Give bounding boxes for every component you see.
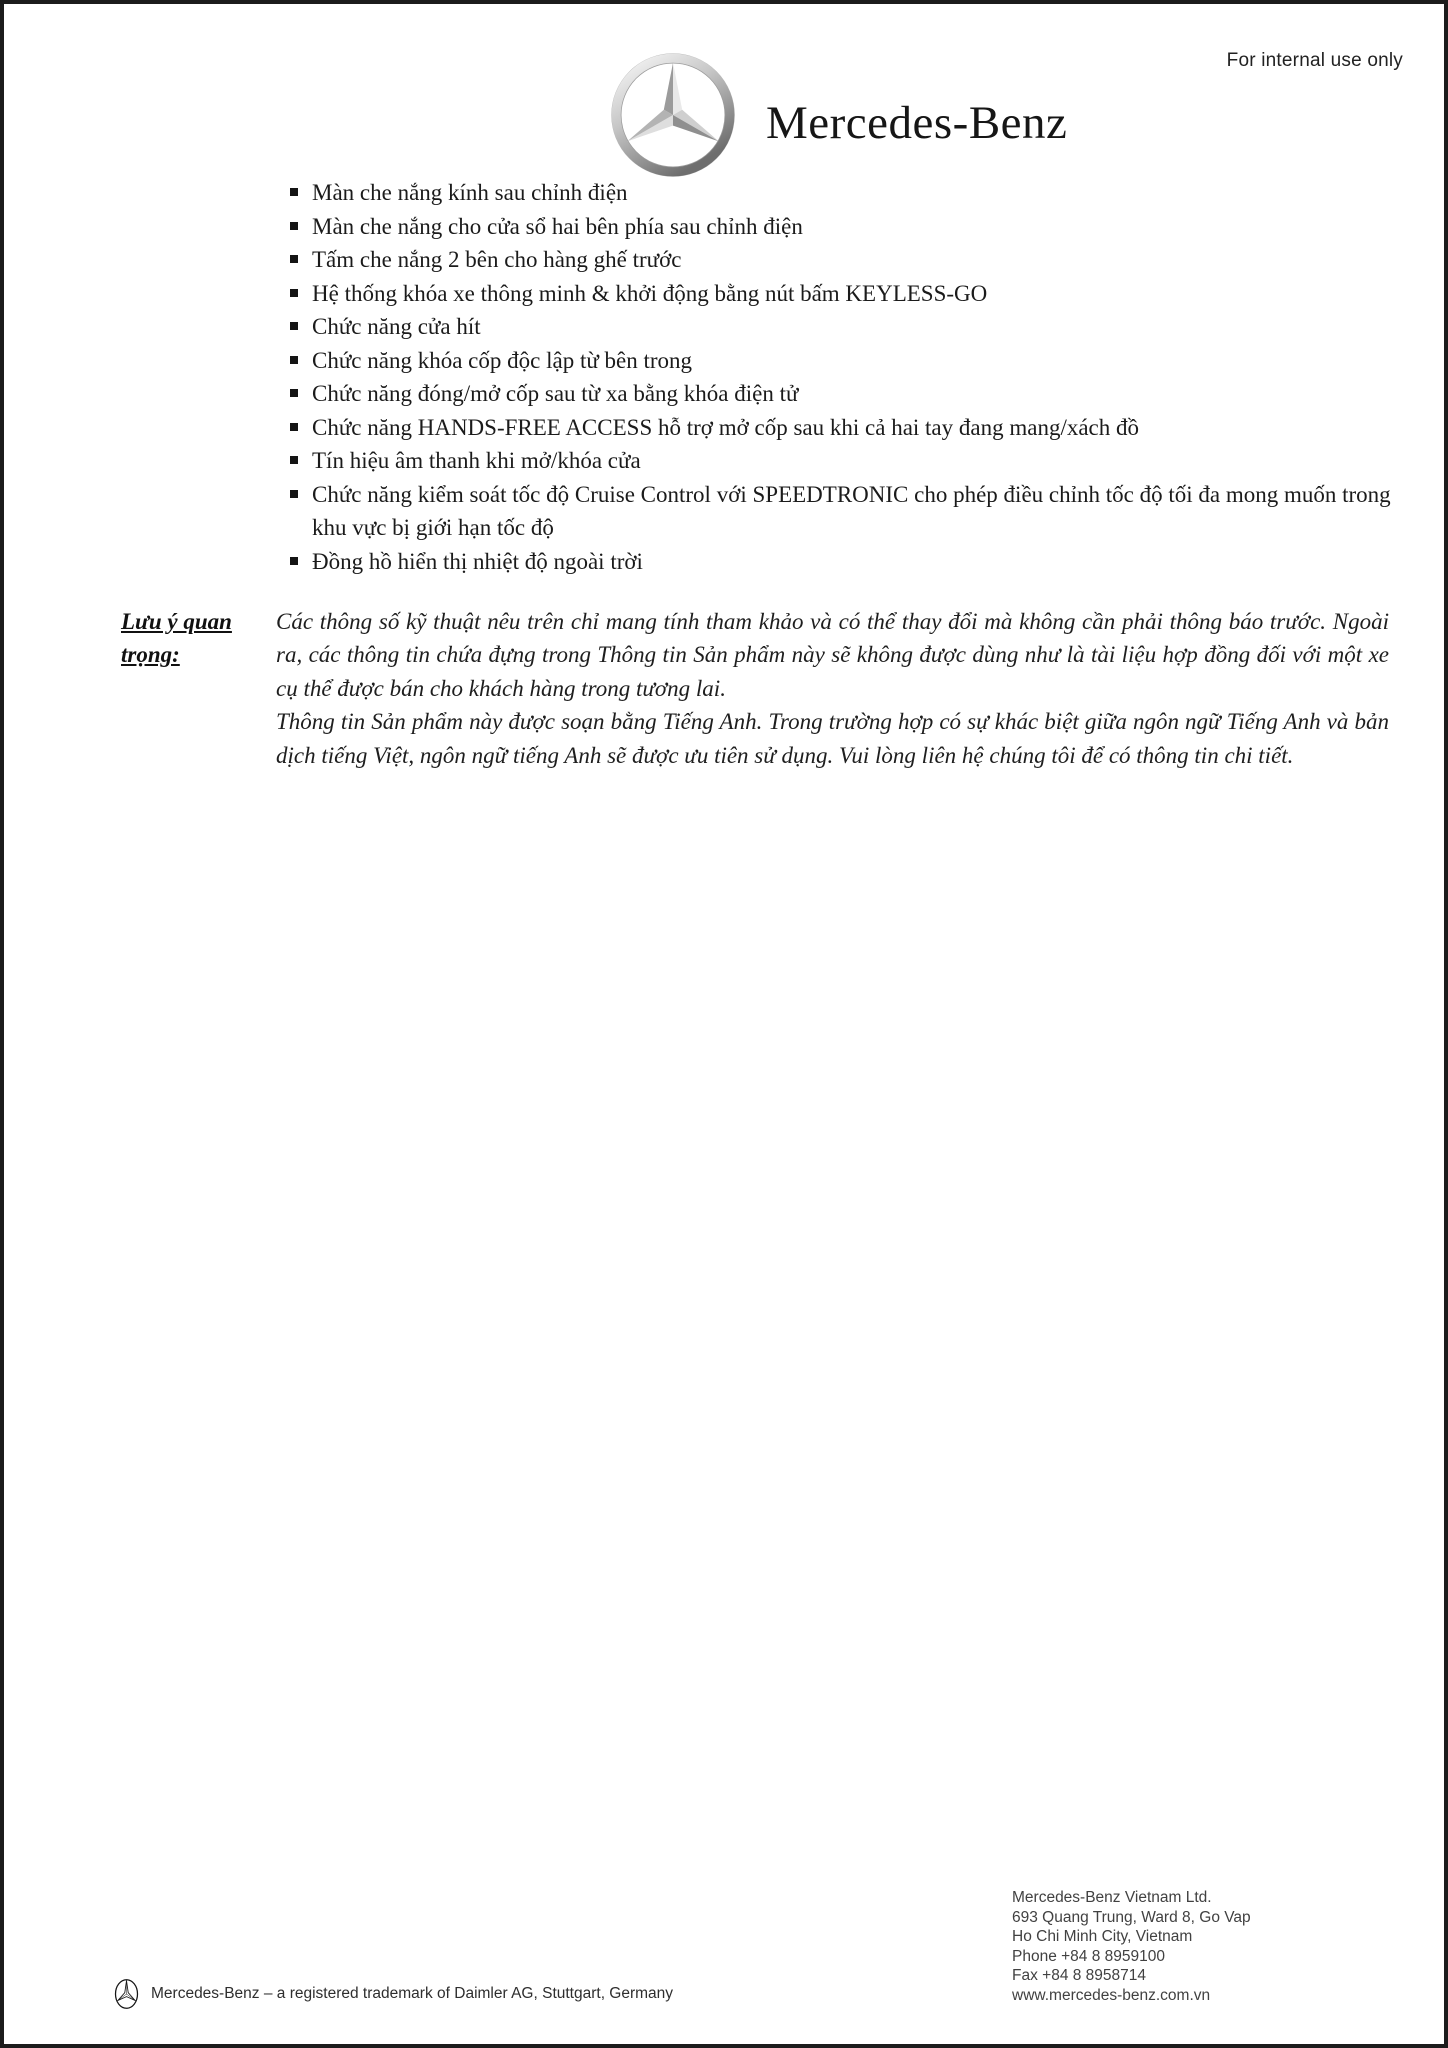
mercedes-star-outline-icon bbox=[114, 1978, 139, 2010]
bullet-icon bbox=[290, 289, 298, 297]
bullet-icon bbox=[290, 557, 298, 565]
list-item: Chức năng đóng/mở cốp sau từ xa bằng khóa điện tử bbox=[290, 377, 1392, 411]
note-paragraph: Thông tin Sản phẩm này được soạn bằng Tiếng Anh. Trong trường hợp có sự khác biệt giữa ngôn ngữ Tiếng Anh và bản dịch tiếng Việt, ngôn ngữ tiếng Anh sẽ được ưu tiên sử dụng. Vui lòng liên hệ chúng tôi để có thông tin chi tiết. bbox=[276, 709, 1389, 768]
list-item: Màn che nắng kính sau chỉnh điện bbox=[290, 176, 1392, 210]
bullet-icon bbox=[290, 188, 298, 196]
bullet-icon bbox=[290, 490, 298, 498]
important-note-section bbox=[121, 605, 1389, 772]
mercedes-star-icon bbox=[610, 52, 736, 178]
feature-list bbox=[290, 176, 1392, 578]
bullet-icon bbox=[290, 322, 298, 330]
company-address-line: 693 Quang Trung, Ward 8, Go Vap bbox=[1012, 1908, 1251, 1926]
company-name-line: Mercedes-Benz Vietnam Ltd. bbox=[1012, 1889, 1212, 1906]
list-item: Màn che nắng cho cửa sổ hai bên phía sau chỉnh điện bbox=[290, 210, 1392, 244]
footer-company-block bbox=[1012, 1888, 1251, 2005]
bullet-icon bbox=[290, 456, 298, 464]
list-item: Tín hiệu âm thanh khi mở/khóa cửa bbox=[290, 444, 1392, 478]
important-note-label: Lưu ý quan trọng: bbox=[121, 609, 232, 668]
bullet-icon bbox=[290, 423, 298, 431]
list-item: Hệ thống khóa xe thông minh & khởi động bằng nút bấm KEYLESS-GO bbox=[290, 277, 1392, 311]
company-phone-line: Phone +84 8 8959100 bbox=[1012, 1947, 1165, 1965]
bullet-icon bbox=[290, 389, 298, 397]
bullet-icon bbox=[290, 222, 298, 230]
company-website-line: www.mercedes-benz.com.vn bbox=[1012, 1986, 1211, 2004]
bullet-icon bbox=[290, 356, 298, 364]
note-paragraph: Các thông số kỹ thuật nêu trên chỉ mang tính tham khảo và có thể thay đổi mà không cần phải thông báo trước. Ngoài ra, các thông tin chứa đựng trong Thông tin Sản phẩm này sẽ không được dùng như là tài liệu hợp đồng đối với một xe cụ thể được bán cho khách hàng trong tương lai. bbox=[276, 609, 1389, 701]
list-item: Chức năng HANDS-FREE ACCESS hỗ trợ mở cốp sau khi cả hai tay đang mang/xách đồ bbox=[290, 411, 1392, 445]
internal-use-label: For internal use only bbox=[1226, 50, 1403, 71]
brand-header bbox=[610, 52, 1067, 178]
list-item: Chức năng khóa cốp độc lập từ bên trong bbox=[290, 344, 1392, 378]
brand-wordmark: Mercedes-Benz bbox=[766, 97, 1068, 149]
company-fax-line: Fax +84 8 8958714 bbox=[1012, 1967, 1147, 1984]
important-note-body bbox=[276, 605, 1389, 772]
list-item: Đồng hồ hiển thị nhiệt độ ngoài trời bbox=[290, 545, 1392, 579]
footer-trademark-row bbox=[114, 1978, 673, 2010]
bullet-icon bbox=[290, 255, 298, 263]
list-item: Chức năng kiểm soát tốc độ Cruise Control với SPEEDTRONIC cho phép điều chỉnh tốc độ tối đa mong muốn trong khu vực bị giới hạn tốc độ bbox=[290, 478, 1392, 545]
list-item: Chức năng cửa hít bbox=[290, 310, 1392, 344]
trademark-text: Mercedes-Benz – a registered trademark of Daimler AG, Stuttgart, Germany bbox=[151, 1985, 674, 2002]
list-item: Tấm che nắng 2 bên cho hàng ghế trước bbox=[290, 243, 1392, 277]
company-address-line: Ho Chi Minh City, Vietnam bbox=[1012, 1928, 1193, 1945]
